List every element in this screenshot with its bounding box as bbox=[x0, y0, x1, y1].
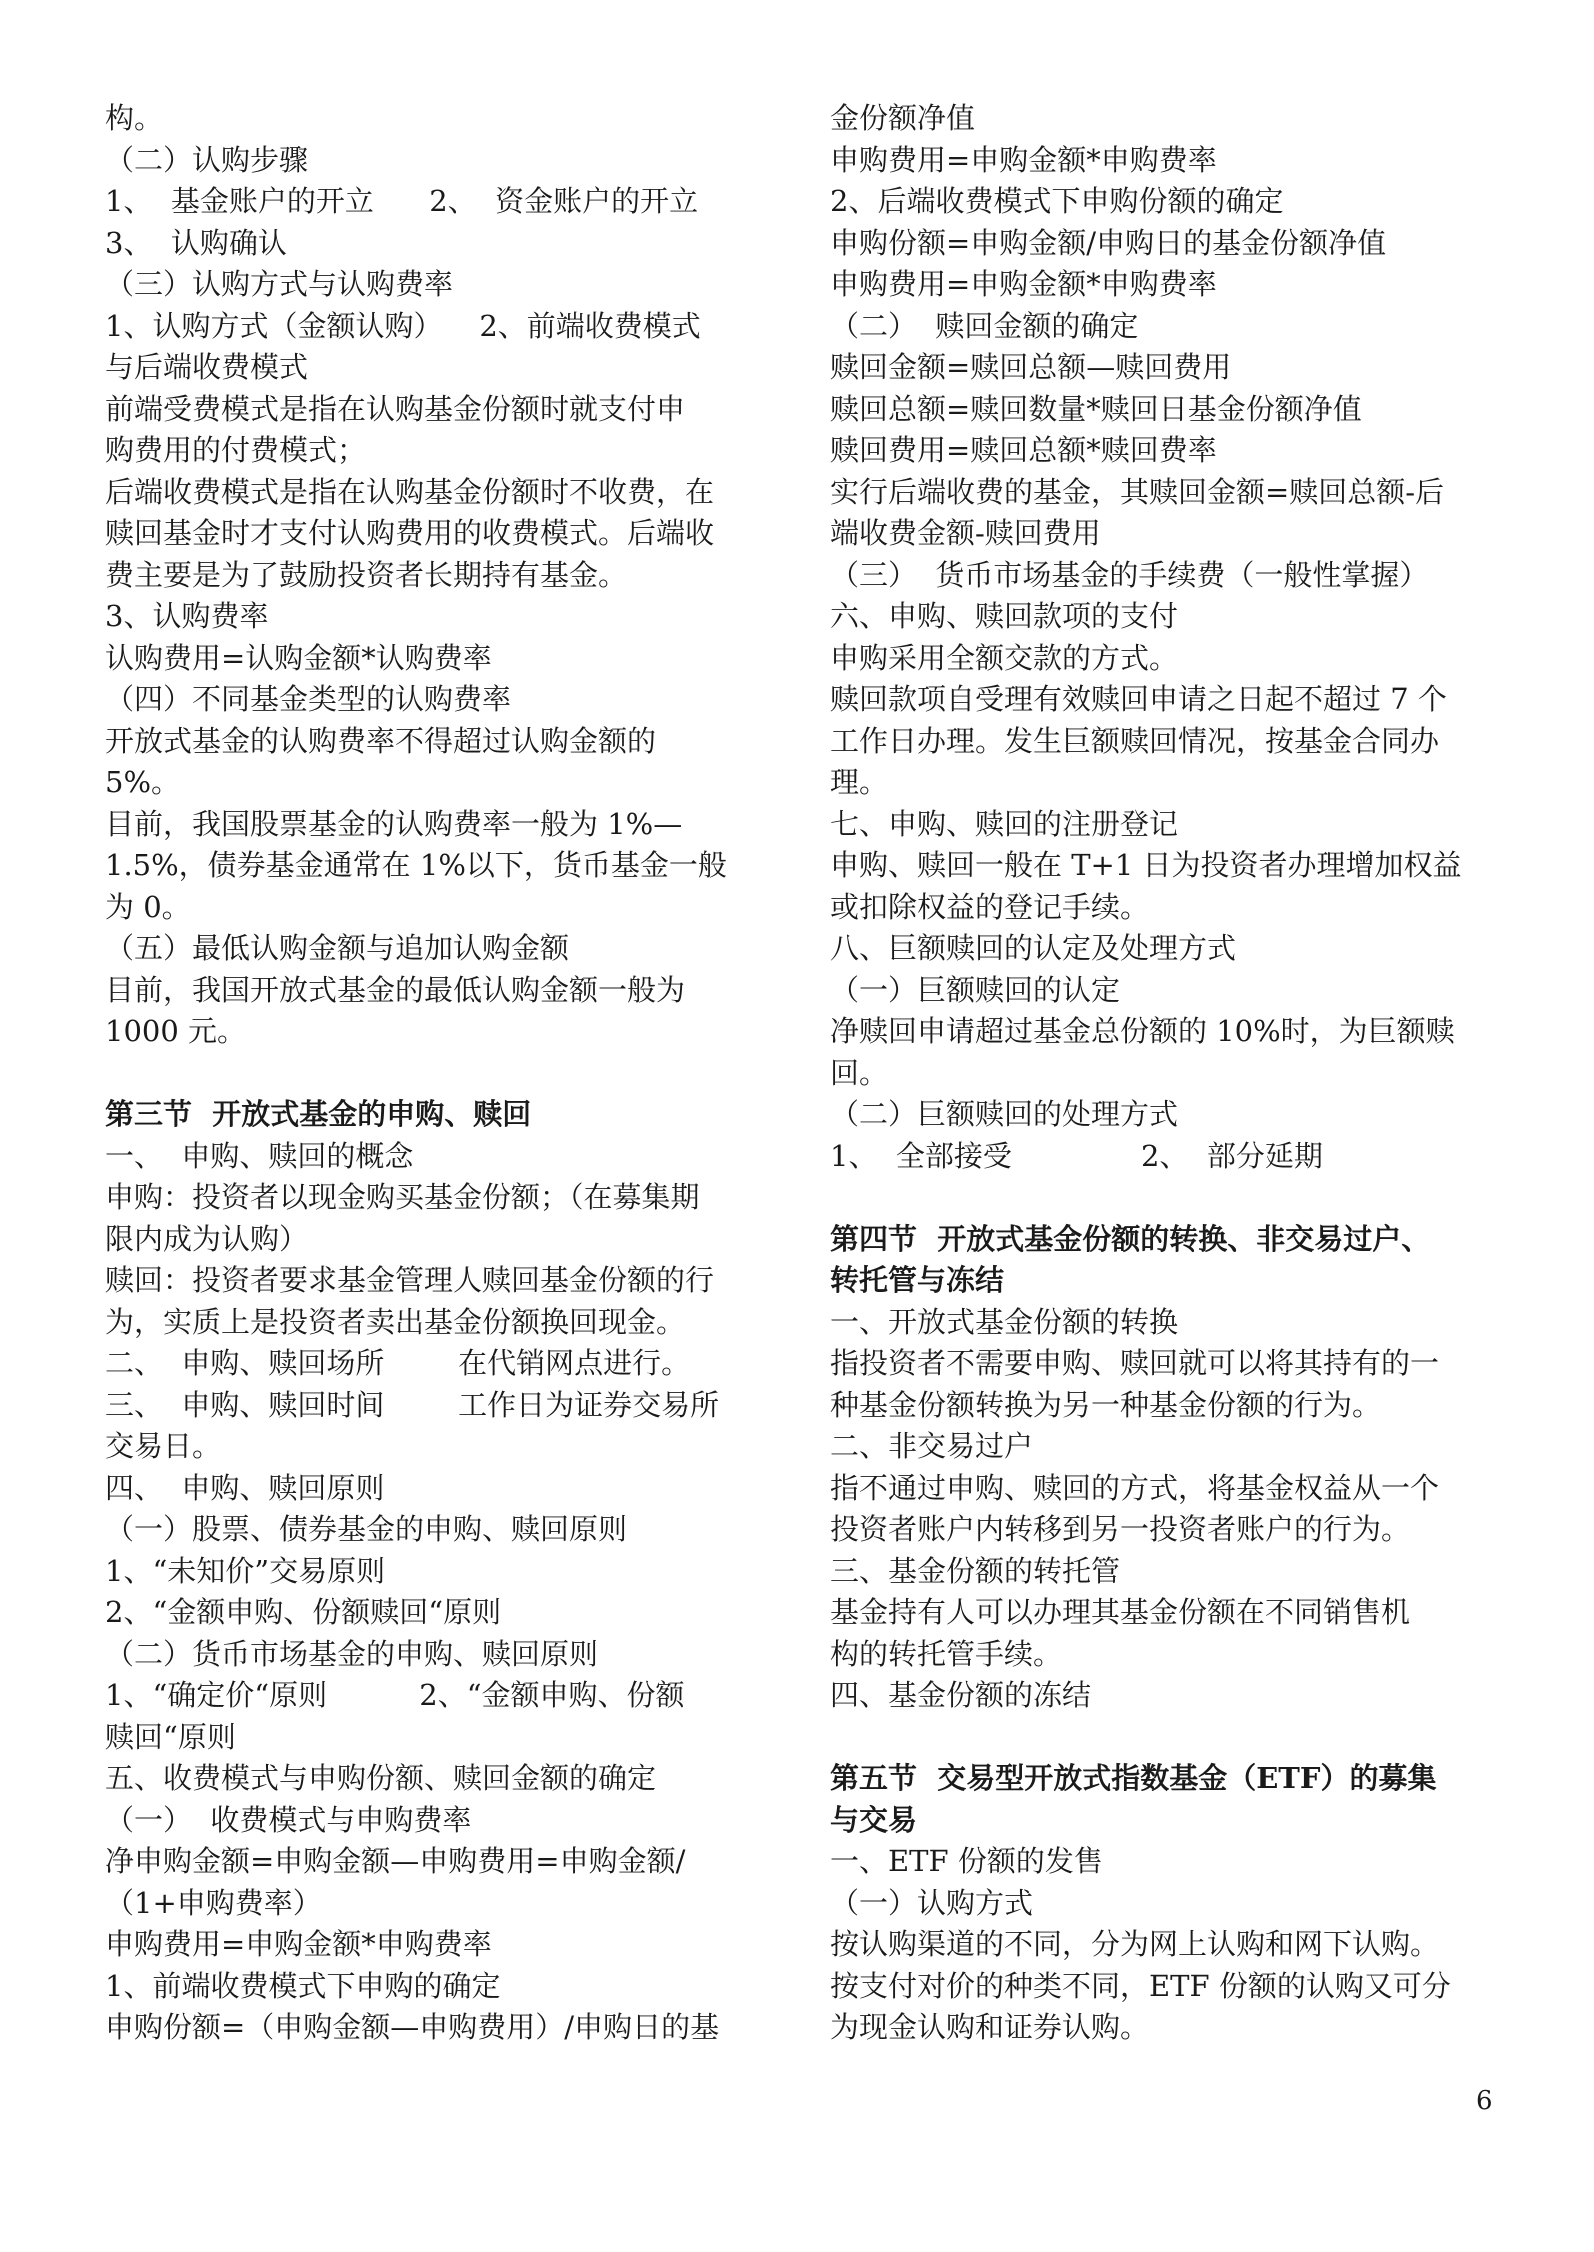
text-line: 金份额净值 bbox=[830, 101, 976, 135]
text-line: （三）认购方式与认购费率 bbox=[105, 267, 454, 301]
text-line: 六、申购、赎回款项的支付 bbox=[830, 599, 1179, 633]
page-number: 6 bbox=[1476, 2086, 1493, 2116]
text-line: 三、基金份额的转托管 bbox=[830, 1553, 1121, 1588]
text-line: （四）不同基金类型的认购费率 bbox=[105, 682, 512, 716]
text-line: 五、收费模式与申购份额、赎回金额的确定 bbox=[105, 1761, 657, 1795]
text-line: 申购份额=（申购金额—申购费用）/申购日的基 bbox=[105, 2010, 720, 2044]
text-line: 与交易 bbox=[830, 1802, 918, 1837]
text-line: 开放式基金的认购费率不得超过认购金额的 bbox=[105, 723, 657, 758]
text-line: 后端收费模式是指在认购基金份额时不收费，在 bbox=[105, 474, 715, 509]
text-line: 按认购渠道的不同，分为网上认购和网下认购。 bbox=[830, 1927, 1440, 1961]
right-column bbox=[830, 98, 1502, 2049]
text-line: 工作日办理。发生巨额赎回情况，按基金合同办 bbox=[830, 723, 1440, 758]
text-line: 为 0。 bbox=[105, 889, 191, 924]
text-line: （一）认购方式 bbox=[830, 1885, 1034, 1920]
text-line: 2、后端收费模式下申购份额的确定 bbox=[830, 184, 1284, 218]
text-line: 1000 元。 bbox=[105, 1014, 247, 1048]
text-line: 端收费金额-赎回费用 bbox=[830, 516, 1101, 550]
text-line: 第四节 开放式基金份额的转换、非交易过户、 bbox=[830, 1221, 1431, 1256]
text-line: （二）巨额赎回的处理方式 bbox=[830, 1097, 1179, 1131]
text-line: 二、非交易过户 bbox=[830, 1429, 1034, 1463]
left-column bbox=[105, 98, 777, 2049]
text-line: 理。 bbox=[830, 765, 889, 799]
text-line: 限内成为认购） bbox=[105, 1221, 309, 1256]
text-line: 申购费用=申购金额*申购费率 bbox=[830, 142, 1217, 177]
text-line: 一、ETF 份额的发售 bbox=[830, 1844, 1103, 1878]
text-line: 1、“确定价“原则 2、“金额申购、份额 bbox=[105, 1678, 685, 1712]
text-line: 申购：投资者以现金购买基金份额；（在募集期 bbox=[105, 1180, 700, 1214]
text-line: 指不通过申购、赎回的方式，将基金权益从一个 bbox=[830, 1470, 1440, 1505]
text-line: 申购采用全额交款的方式。 bbox=[830, 640, 1179, 675]
text-line: 第三节 开放式基金的申购、赎回 bbox=[105, 1097, 532, 1131]
text-line: 为，实质上是投资者卖出基金份额换回现金。 bbox=[105, 1304, 686, 1339]
text-line: 5%。 bbox=[105, 765, 181, 799]
text-line: 目前，我国开放式基金的最低认购金额一般为 bbox=[105, 972, 686, 1007]
text-line: （一） 收费模式与申购费率 bbox=[105, 1802, 472, 1837]
text-line: （五）最低认购金额与追加认购金额 bbox=[105, 931, 570, 965]
text-line: 认购费用=认购金额*认购费率 bbox=[105, 640, 492, 675]
text-line: 费主要是为了鼓励投资者长期持有基金。 bbox=[105, 557, 628, 592]
text-line: 赎回总额=赎回数量*赎回日基金份额净值 bbox=[830, 391, 1362, 426]
text-line: 为现金认购和证券认购。 bbox=[830, 2010, 1150, 2044]
text-line: 前端受费模式是指在认购基金份额时就支付申 bbox=[105, 391, 686, 426]
text-line: 申购份额=申购金额/申购日的基金份额净值 bbox=[830, 225, 1387, 260]
text-line: 种基金份额转换为另一种基金份额的行为。 bbox=[830, 1387, 1382, 1422]
text-line: （一）股票、债券基金的申购、赎回原则 bbox=[105, 1512, 628, 1546]
blank-line bbox=[105, 1053, 777, 1095]
text-line: 二、 申购、赎回场所 在代销网点进行。 bbox=[105, 1346, 691, 1380]
text-line: 四、 申购、赎回原则 bbox=[105, 1470, 385, 1505]
text-line: 1、 全部接受 2、 部分延期 bbox=[830, 1138, 1323, 1173]
text-line: 2、“金额申购、份额赎回“原则 bbox=[105, 1595, 502, 1629]
text-line: 一、开放式基金份额的转换 bbox=[830, 1304, 1179, 1339]
text-line: 一、 申购、赎回的概念 bbox=[105, 1138, 414, 1173]
text-line: 3、认购费率 bbox=[105, 599, 269, 633]
text-line: 赎回费用=赎回总额*赎回费率 bbox=[830, 433, 1217, 467]
text-line: （三） 货币市场基金的手续费（一般性掌握） bbox=[830, 557, 1429, 592]
text-line: 或扣除权益的登记手续。 bbox=[830, 889, 1150, 924]
text-line: 三、 申购、赎回时间 工作日为证券交易所 bbox=[105, 1387, 720, 1422]
text-line: 净申购金额=申购金额—申购费用=申购金额/ bbox=[105, 1844, 686, 1878]
text-line: （1+申购费率） bbox=[105, 1885, 322, 1920]
text-line: 转托管与冻结 bbox=[830, 1263, 1005, 1297]
text-line: 实行后端收费的基金，其赎回金额=赎回总额-后 bbox=[830, 474, 1445, 509]
text-line: （二）货币市场基金的申购、赎回原则 bbox=[105, 1636, 599, 1671]
text-line: 投资者账户内转移到另一投资者账户的行为。 bbox=[830, 1512, 1411, 1546]
text-line: 1.5%，债券基金通常在 1%以下，货币基金一般 bbox=[105, 848, 727, 882]
text-line: 3、 认购确认 bbox=[105, 225, 287, 260]
text-line: 1、 基金账户的开立 2、 资金账户的开立 bbox=[105, 184, 699, 218]
text-line: 四、基金份额的冻结 bbox=[830, 1678, 1092, 1712]
text-line: 1、前端收费模式下申购的确定 bbox=[105, 1968, 501, 2003]
text-line: 赎回款项自受理有效赎回申请之日起不超过 7 个 bbox=[830, 682, 1447, 716]
text-line: 第五节 交易型开放式指数基金（ETF）的募集 bbox=[830, 1761, 1437, 1795]
blank-line bbox=[830, 1717, 1502, 1759]
text-line: 购费用的付费模式； bbox=[105, 433, 367, 467]
text-line: 指投资者不需要申购、赎回就可以将其持有的一 bbox=[830, 1346, 1440, 1380]
text-line: 赎回“原则 bbox=[105, 1719, 236, 1754]
text-line: 构。 bbox=[105, 101, 164, 135]
text-line: 构的转托管手续。 bbox=[830, 1636, 1063, 1671]
text-line: 交易日。 bbox=[105, 1429, 222, 1463]
text-line: 七、申购、赎回的注册登记 bbox=[830, 806, 1179, 841]
text-line: （二） 赎回金额的确定 bbox=[830, 308, 1139, 343]
text-line: 按支付对价的种类不同，ETF 份额的认购又可分 bbox=[830, 1968, 1451, 2003]
text-line: 赎回金额=赎回总额—赎回费用 bbox=[830, 350, 1232, 384]
text-line: 申购费用=申购金额*申购费率 bbox=[105, 1927, 492, 1961]
text-line: 回。 bbox=[830, 1055, 889, 1090]
text-line: 申购费用=申购金额*申购费率 bbox=[830, 267, 1217, 301]
text-line: 基金持有人可以办理其基金份额在不同销售机 bbox=[830, 1595, 1411, 1629]
text-line: 1、认购方式（金额认购） 2、前端收费模式 bbox=[105, 308, 701, 343]
text-line: 净赎回申请超过基金总份额的 10%时，为巨额赎 bbox=[830, 1014, 1455, 1048]
text-line: （二）认购步骤 bbox=[105, 142, 309, 177]
text-line: 申购、赎回一般在 T+1 日为投资者办理增加权益 bbox=[830, 848, 1462, 882]
text-line: 赎回基金时才支付认购费用的收费模式。后端收 bbox=[105, 516, 715, 550]
blank-line bbox=[830, 1177, 1502, 1219]
text-line: 与后端收费模式 bbox=[105, 350, 309, 384]
text-line: 赎回：投资者要求基金管理人赎回基金份额的行 bbox=[105, 1263, 715, 1297]
text-line: 目前，我国股票基金的认购费率一般为 1%— bbox=[105, 806, 683, 841]
text-line: 1、“未知价”交易原则 bbox=[105, 1553, 386, 1588]
text-line: （一）巨额赎回的认定 bbox=[830, 972, 1121, 1007]
text-line: 八、巨额赎回的认定及处理方式 bbox=[830, 931, 1237, 965]
